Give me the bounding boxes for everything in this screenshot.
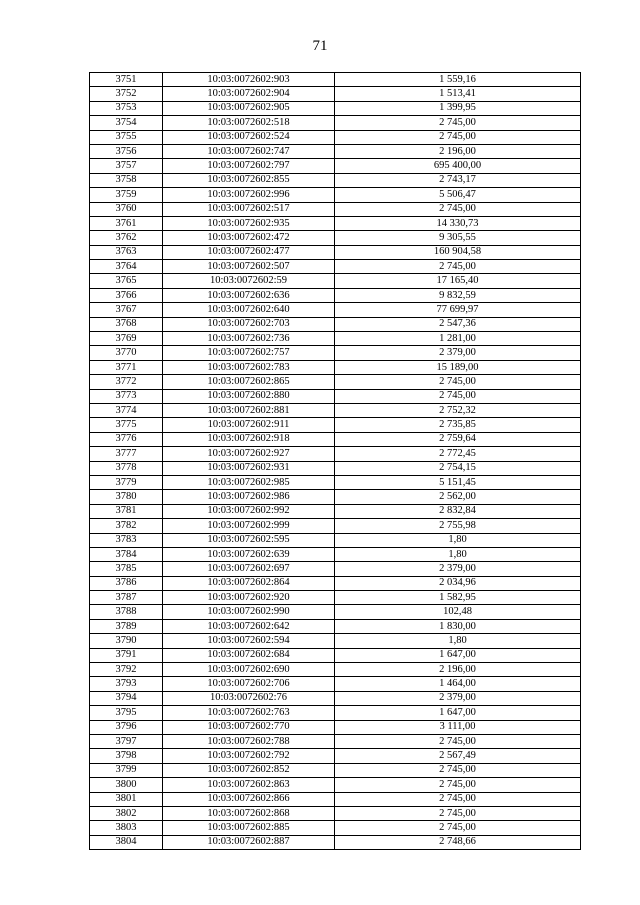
row-number-cell: 3765 (90, 274, 163, 288)
row-number-cell: 3751 (90, 73, 163, 87)
row-number-cell: 3798 (90, 749, 163, 763)
row-number-cell: 3787 (90, 591, 163, 605)
row-number-cell: 3783 (90, 533, 163, 547)
cadastral-number-cell: 10:03:0072602:863 (163, 778, 335, 792)
row-number-cell: 3772 (90, 375, 163, 389)
row-number-cell: 3778 (90, 461, 163, 475)
value-cell: 2 745,00 (335, 734, 581, 748)
table-row (90, 677, 581, 691)
row-number-cell: 3768 (90, 317, 163, 331)
cadastral-number-cell: 10:03:0072602:642 (163, 619, 335, 633)
cadastral-number-cell: 10:03:0072602:517 (163, 202, 335, 216)
table-row (90, 260, 581, 274)
table-row (90, 792, 581, 806)
cadastral-number-cell: 10:03:0072602:747 (163, 144, 335, 158)
value-cell: 2 748,66 (335, 835, 581, 849)
table-row (90, 274, 581, 288)
table-row (90, 533, 581, 547)
value-cell: 1 830,00 (335, 619, 581, 633)
row-number-cell: 3795 (90, 706, 163, 720)
table-row (90, 562, 581, 576)
row-number-cell: 3769 (90, 332, 163, 346)
row-number-cell: 3756 (90, 144, 163, 158)
table-row (90, 475, 581, 489)
cadastral-number-cell: 10:03:0072602:524 (163, 130, 335, 144)
table-row (90, 73, 581, 87)
cadastral-number-cell: 10:03:0072602:788 (163, 734, 335, 748)
row-number-cell: 3788 (90, 605, 163, 619)
row-number-cell: 3784 (90, 547, 163, 561)
value-cell: 2 379,00 (335, 691, 581, 705)
table-row (90, 87, 581, 101)
registry-table-body (90, 73, 581, 850)
table-row (90, 519, 581, 533)
row-number-cell: 3796 (90, 720, 163, 734)
table-row (90, 749, 581, 763)
row-number-cell: 3780 (90, 490, 163, 504)
value-cell: 1,80 (335, 533, 581, 547)
table-row (90, 461, 581, 475)
row-number-cell: 3754 (90, 116, 163, 130)
value-cell: 2 745,00 (335, 202, 581, 216)
cadastral-number-cell: 10:03:0072602:797 (163, 159, 335, 173)
value-cell: 1,80 (335, 547, 581, 561)
table-row (90, 591, 581, 605)
row-number-cell: 3786 (90, 576, 163, 590)
cadastral-number-cell: 10:03:0072602:868 (163, 806, 335, 820)
row-number-cell: 3758 (90, 173, 163, 187)
table-row (90, 619, 581, 633)
value-cell: 14 330,73 (335, 216, 581, 230)
cadastral-number-cell: 10:03:0072602:757 (163, 346, 335, 360)
value-cell: 2 772,45 (335, 447, 581, 461)
cadastral-number-cell: 10:03:0072602:885 (163, 821, 335, 835)
row-number-cell: 3800 (90, 778, 163, 792)
cadastral-number-cell: 10:03:0072602:518 (163, 116, 335, 130)
cadastral-number-cell: 10:03:0072602:880 (163, 389, 335, 403)
row-number-cell: 3785 (90, 562, 163, 576)
row-number-cell: 3767 (90, 303, 163, 317)
value-cell: 2 745,00 (335, 763, 581, 777)
value-cell: 1 464,00 (335, 677, 581, 691)
row-number-cell: 3801 (90, 792, 163, 806)
table-row (90, 634, 581, 648)
row-number-cell: 3775 (90, 418, 163, 432)
registry-table (89, 72, 581, 850)
table-row (90, 778, 581, 792)
cadastral-number-cell: 10:03:0072602:935 (163, 216, 335, 230)
cadastral-number-cell: 10:03:0072602:852 (163, 763, 335, 777)
value-cell: 160 904,58 (335, 245, 581, 259)
table-row (90, 490, 581, 504)
value-cell: 102,48 (335, 605, 581, 619)
cadastral-number-cell: 10:03:0072602:639 (163, 547, 335, 561)
row-number-cell: 3791 (90, 648, 163, 662)
cadastral-number-cell: 10:03:0072602:706 (163, 677, 335, 691)
table-row (90, 101, 581, 115)
cadastral-number-cell: 10:03:0072602:792 (163, 749, 335, 763)
value-cell: 77 699,97 (335, 303, 581, 317)
value-cell: 1 582,95 (335, 591, 581, 605)
value-cell: 2 196,00 (335, 663, 581, 677)
value-cell: 1 399,95 (335, 101, 581, 115)
table-row (90, 288, 581, 302)
page-number: 71 (312, 38, 328, 54)
table-row (90, 720, 581, 734)
value-cell: 2 832,84 (335, 504, 581, 518)
table-row (90, 159, 581, 173)
row-number-cell: 3761 (90, 216, 163, 230)
table-row (90, 663, 581, 677)
cadastral-number-cell: 10:03:0072602:905 (163, 101, 335, 115)
cadastral-number-cell: 10:03:0072602:763 (163, 706, 335, 720)
table-row (90, 116, 581, 130)
value-cell: 1 513,41 (335, 87, 581, 101)
cadastral-number-cell: 10:03:0072602:595 (163, 533, 335, 547)
cadastral-number-cell: 10:03:0072602:881 (163, 403, 335, 417)
table-row (90, 144, 581, 158)
value-cell: 1,80 (335, 634, 581, 648)
cadastral-number-cell: 10:03:0072602:507 (163, 260, 335, 274)
row-number-cell: 3792 (90, 663, 163, 677)
value-cell: 2 745,00 (335, 821, 581, 835)
table-row (90, 504, 581, 518)
value-cell: 9 305,55 (335, 231, 581, 245)
value-cell: 2 745,00 (335, 375, 581, 389)
value-cell: 2 547,36 (335, 317, 581, 331)
row-number-cell: 3752 (90, 87, 163, 101)
table-row (90, 173, 581, 187)
value-cell: 2 745,00 (335, 260, 581, 274)
value-cell: 2 735,85 (335, 418, 581, 432)
value-cell: 2 562,00 (335, 490, 581, 504)
cadastral-number-cell: 10:03:0072602:594 (163, 634, 335, 648)
value-cell: 2 759,64 (335, 432, 581, 446)
table-row (90, 821, 581, 835)
cadastral-number-cell: 10:03:0072602:472 (163, 231, 335, 245)
cadastral-number-cell: 10:03:0072602:770 (163, 720, 335, 734)
row-number-cell: 3793 (90, 677, 163, 691)
row-number-cell: 3766 (90, 288, 163, 302)
row-number-cell: 3781 (90, 504, 163, 518)
cadastral-number-cell: 10:03:0072602:477 (163, 245, 335, 259)
value-cell: 2 754,15 (335, 461, 581, 475)
table-row (90, 806, 581, 820)
value-cell: 9 832,59 (335, 288, 581, 302)
table-row (90, 303, 581, 317)
cadastral-number-cell: 10:03:0072602:887 (163, 835, 335, 849)
table-row (90, 432, 581, 446)
cadastral-number-cell: 10:03:0072602:866 (163, 792, 335, 806)
table-row (90, 346, 581, 360)
cadastral-number-cell: 10:03:0072602:640 (163, 303, 335, 317)
cadastral-number-cell: 10:03:0072602:864 (163, 576, 335, 590)
value-cell: 2 745,00 (335, 778, 581, 792)
table-row (90, 547, 581, 561)
row-number-cell: 3764 (90, 260, 163, 274)
table-row (90, 245, 581, 259)
cadastral-number-cell: 10:03:0072602:865 (163, 375, 335, 389)
table-row (90, 418, 581, 432)
value-cell: 2 567,49 (335, 749, 581, 763)
cadastral-number-cell: 10:03:0072602:985 (163, 475, 335, 489)
cadastral-number-cell: 10:03:0072602:920 (163, 591, 335, 605)
row-number-cell: 3762 (90, 231, 163, 245)
row-number-cell: 3773 (90, 389, 163, 403)
cadastral-number-cell: 10:03:0072602:703 (163, 317, 335, 331)
row-number-cell: 3777 (90, 447, 163, 461)
value-cell: 1 647,00 (335, 648, 581, 662)
row-number-cell: 3760 (90, 202, 163, 216)
table-row (90, 648, 581, 662)
cadastral-number-cell: 10:03:0072602:76 (163, 691, 335, 705)
table-row (90, 130, 581, 144)
value-cell: 3 111,00 (335, 720, 581, 734)
row-number-cell: 3774 (90, 403, 163, 417)
cadastral-number-cell: 10:03:0072602:636 (163, 288, 335, 302)
table-row (90, 576, 581, 590)
row-number-cell: 3803 (90, 821, 163, 835)
table-row (90, 389, 581, 403)
cadastral-number-cell: 10:03:0072602:903 (163, 73, 335, 87)
cadastral-number-cell: 10:03:0072602:999 (163, 519, 335, 533)
value-cell: 1 647,00 (335, 706, 581, 720)
cadastral-number-cell: 10:03:0072602:684 (163, 648, 335, 662)
value-cell: 1 281,00 (335, 332, 581, 346)
row-number-cell: 3799 (90, 763, 163, 777)
value-cell: 2 196,00 (335, 144, 581, 158)
table-row (90, 691, 581, 705)
value-cell: 2 745,00 (335, 130, 581, 144)
row-number-cell: 3771 (90, 360, 163, 374)
row-number-cell: 3782 (90, 519, 163, 533)
cadastral-number-cell: 10:03:0072602:992 (163, 504, 335, 518)
cadastral-number-cell: 10:03:0072602:986 (163, 490, 335, 504)
cadastral-number-cell: 10:03:0072602:904 (163, 87, 335, 101)
cadastral-number-cell: 10:03:0072602:783 (163, 360, 335, 374)
table-row (90, 231, 581, 245)
table-row (90, 360, 581, 374)
value-cell: 2 743,17 (335, 173, 581, 187)
table-row (90, 763, 581, 777)
table-row (90, 188, 581, 202)
cadastral-number-cell: 10:03:0072602:736 (163, 332, 335, 346)
row-number-cell: 3770 (90, 346, 163, 360)
table-row (90, 605, 581, 619)
value-cell: 2 745,00 (335, 389, 581, 403)
row-number-cell: 3789 (90, 619, 163, 633)
value-cell: 5 506,47 (335, 188, 581, 202)
row-number-cell: 3797 (90, 734, 163, 748)
table-row (90, 216, 581, 230)
value-cell: 17 165,40 (335, 274, 581, 288)
table-row (90, 202, 581, 216)
cadastral-number-cell: 10:03:0072602:927 (163, 447, 335, 461)
value-cell: 5 151,45 (335, 475, 581, 489)
row-number-cell: 3802 (90, 806, 163, 820)
value-cell: 2 745,00 (335, 792, 581, 806)
row-number-cell: 3753 (90, 101, 163, 115)
value-cell: 1 559,16 (335, 73, 581, 87)
value-cell: 2 745,00 (335, 806, 581, 820)
cadastral-number-cell: 10:03:0072602:918 (163, 432, 335, 446)
cadastral-number-cell: 10:03:0072602:697 (163, 562, 335, 576)
table-row (90, 734, 581, 748)
cadastral-number-cell: 10:03:0072602:990 (163, 605, 335, 619)
row-number-cell: 3779 (90, 475, 163, 489)
row-number-cell: 3794 (90, 691, 163, 705)
table-row (90, 447, 581, 461)
value-cell: 2 379,00 (335, 346, 581, 360)
table-row (90, 375, 581, 389)
cadastral-number-cell: 10:03:0072602:855 (163, 173, 335, 187)
value-cell: 2 752,32 (335, 403, 581, 417)
row-number-cell: 3755 (90, 130, 163, 144)
cadastral-number-cell: 10:03:0072602:931 (163, 461, 335, 475)
row-number-cell: 3804 (90, 835, 163, 849)
row-number-cell: 3763 (90, 245, 163, 259)
row-number-cell: 3776 (90, 432, 163, 446)
table-row (90, 317, 581, 331)
cadastral-number-cell: 10:03:0072602:59 (163, 274, 335, 288)
value-cell: 695 400,00 (335, 159, 581, 173)
table-row (90, 835, 581, 849)
value-cell: 15 189,00 (335, 360, 581, 374)
table-row (90, 706, 581, 720)
value-cell: 2 755,98 (335, 519, 581, 533)
cadastral-number-cell: 10:03:0072602:996 (163, 188, 335, 202)
cadastral-number-cell: 10:03:0072602:911 (163, 418, 335, 432)
table-row (90, 403, 581, 417)
row-number-cell: 3759 (90, 188, 163, 202)
value-cell: 2 034,96 (335, 576, 581, 590)
value-cell: 2 379,00 (335, 562, 581, 576)
value-cell: 2 745,00 (335, 116, 581, 130)
row-number-cell: 3790 (90, 634, 163, 648)
row-number-cell: 3757 (90, 159, 163, 173)
cadastral-number-cell: 10:03:0072602:690 (163, 663, 335, 677)
table-row (90, 332, 581, 346)
